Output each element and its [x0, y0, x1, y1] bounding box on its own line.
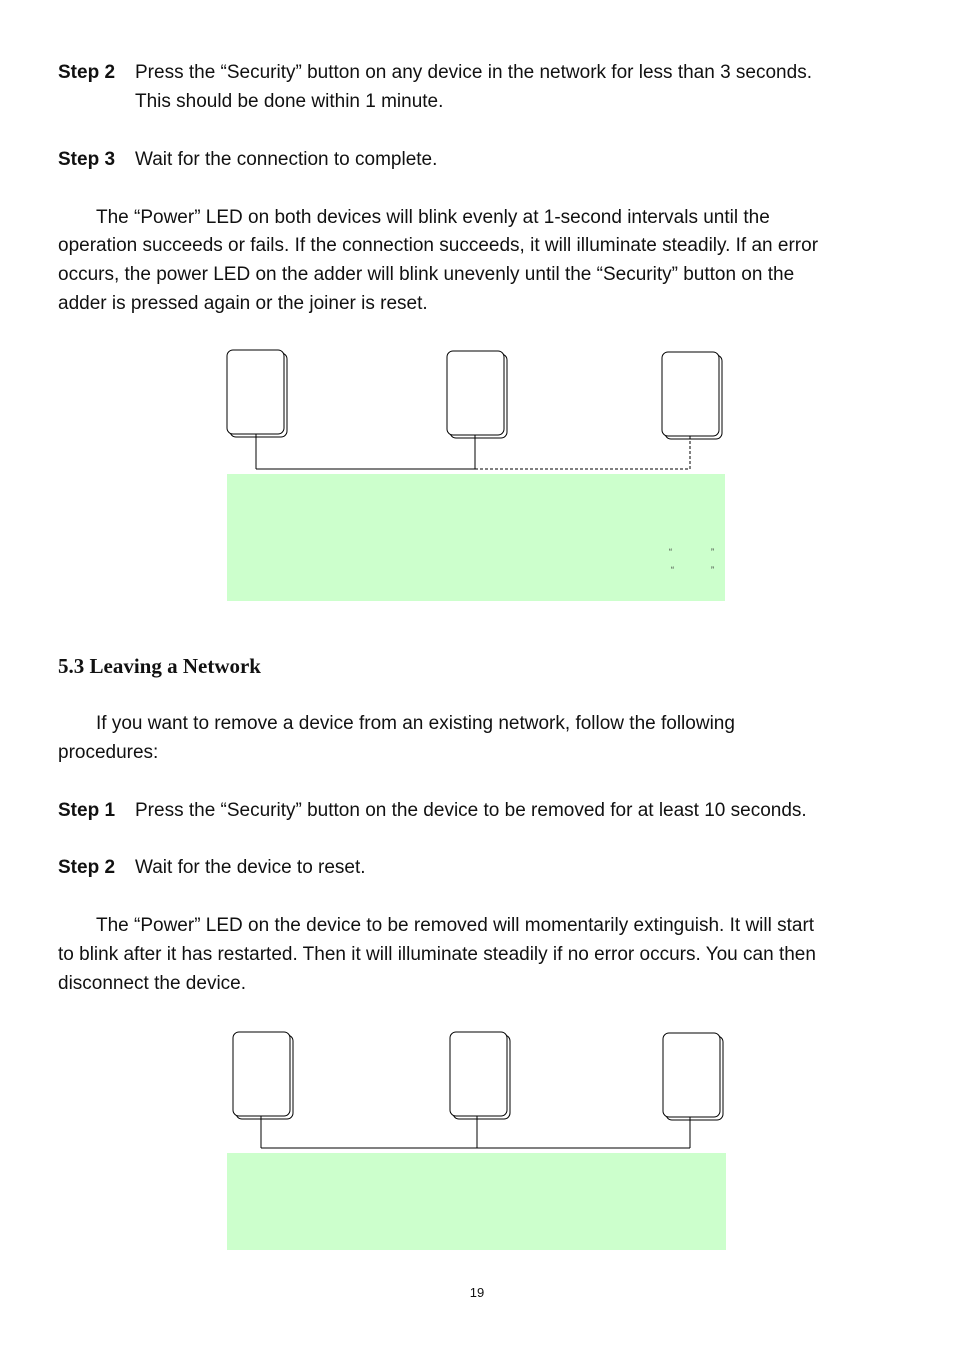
- step-3-label: Step 3: [58, 149, 116, 170]
- paragraph-3-line-2: to blink after it has restarted. Then it will illuminate steadily if no error occurs. You can then: [58, 944, 816, 965]
- paragraph-1-line-4: adder is pressed again or the joiner is reset.: [58, 293, 428, 314]
- paragraph-2-line-1: If you want to remove a device from an existing network, follow the following: [96, 713, 735, 734]
- paragraph-1-line-1: The “Power” LED on both devices will blink evenly at 1-second intervals until the: [96, 207, 770, 228]
- diagram-2-caption-box: [227, 1153, 726, 1250]
- diagram-2-device-2: [450, 1032, 510, 1119]
- diagram-2-device-3: [663, 1033, 723, 1120]
- paragraph-2-line-2: procedures:: [58, 742, 159, 763]
- step-2-label-b: Step 2: [58, 857, 116, 878]
- step-1-label: Step 1: [58, 800, 116, 821]
- step-1-text: Press the “Security” button on the device to be removed for at least 10 seconds.: [135, 800, 807, 821]
- diagram-1-close-quote-1: ”: [711, 547, 714, 557]
- diagram-1-connections: [256, 434, 690, 469]
- step-2-text-b: Wait for the device to reset.: [135, 857, 366, 878]
- paragraph-1-line-2: operation succeeds or fails. If the connection succeeds, it will illuminate steadily. If an error: [58, 235, 819, 256]
- diagram-1-device-3: [662, 352, 722, 439]
- diagram-1-open-quote-1: “: [669, 547, 672, 557]
- diagram-1-device-1: [227, 350, 287, 437]
- paragraph-1-line-3: occurs, the power LED on the adder will blink unevenly until the “Security” button on the: [58, 264, 795, 285]
- diagram-1-close-quote-2: ”: [711, 565, 714, 575]
- step-2-text-line-2: This should be done within 1 minute.: [135, 91, 444, 112]
- step-2-label: Step 2: [58, 62, 116, 83]
- diagram-2-connections: [261, 1116, 690, 1148]
- paragraph-3-line-1: The “Power” LED on the device to be removed will momentarily extinguish. It will start: [96, 915, 815, 936]
- diagram-2-device-1: [233, 1032, 293, 1119]
- section-heading: 5.3 Leaving a Network: [58, 654, 261, 678]
- page-number: 19: [469, 1285, 485, 1300]
- diagram-1-open-quote-2: “: [671, 565, 674, 575]
- step-2-text-line-1: Press the “Security” button on any device in the network for less than 3 seconds.: [135, 62, 812, 83]
- diagram-1-device-2: [447, 351, 507, 438]
- paragraph-3-line-3: disconnect the device.: [58, 973, 247, 994]
- step-3-text: Wait for the connection to complete.: [135, 149, 438, 170]
